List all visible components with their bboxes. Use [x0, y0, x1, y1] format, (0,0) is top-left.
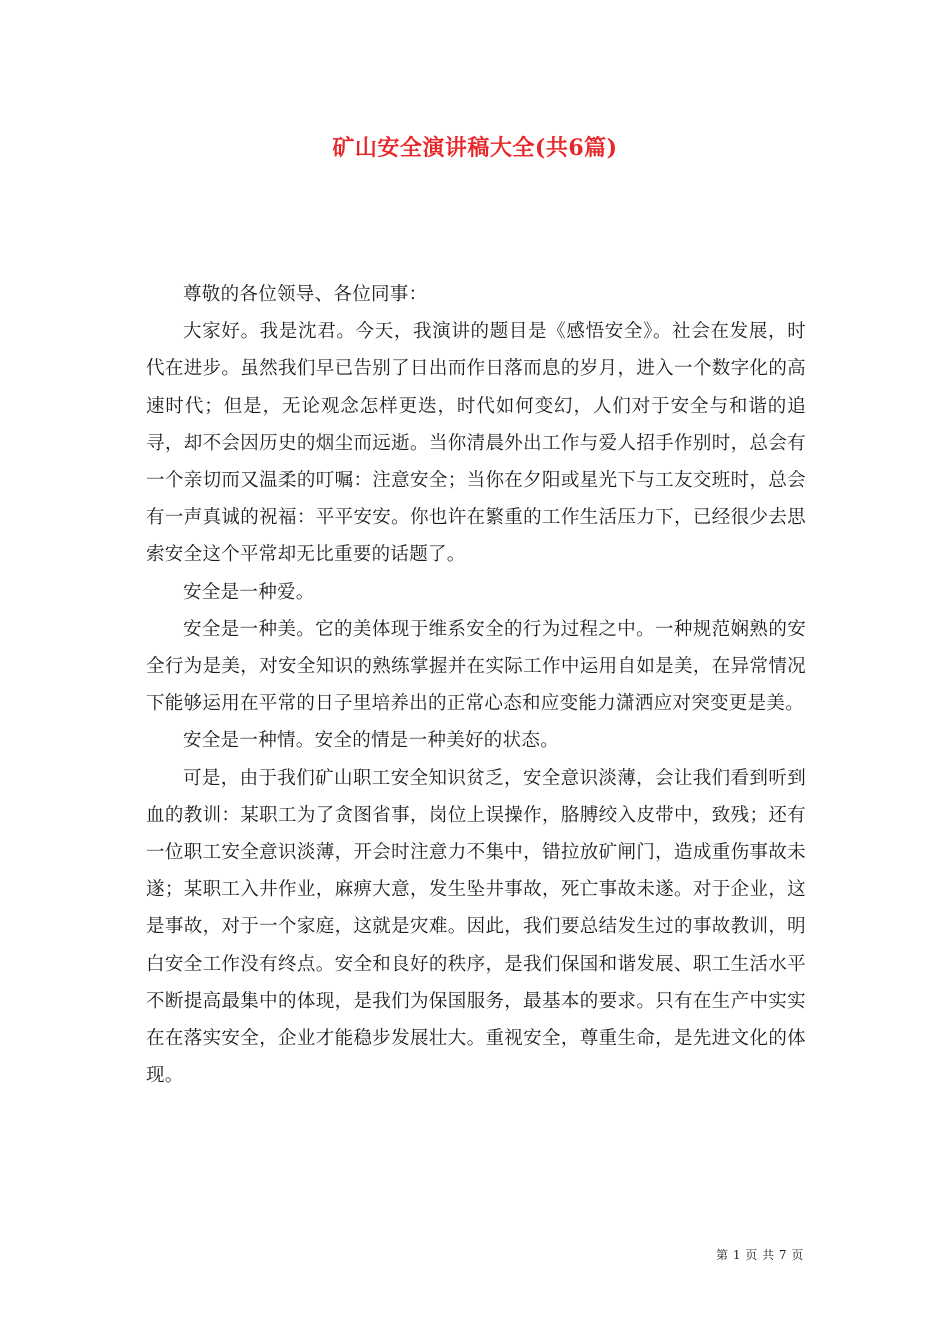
- document-body: [146, 276, 806, 1094]
- body-paragraph: 安全是一种美。它的美体现于维系安全的行为过程之中。一种规范娴熟的安全行为是美，对安全知识的熟练掌握并在实际工作中运用自如是美，在异常情况下能够运用在平常的日子里培养出的正常心态和应变能力潇洒应对突变更是美。: [146, 618, 806, 715]
- document-title: 矿山安全演讲稿大全(共6篇): [332, 135, 618, 161]
- body-paragraph: 安全是一种爱。: [183, 581, 315, 603]
- salutation-paragraph: 尊敬的各位领导、各位同事：: [183, 284, 428, 305]
- body-paragraph: 安全是一种情。安全的情是一种美好的状态。: [183, 730, 560, 752]
- body-paragraph: 大家好。我是沈君。今天，我演讲的题目是《感悟安全》。社会在发展，时代在进步。虽然我们早已告别了日出而作日落而息的岁月，进入一个数字化的高速时代；但是，无论观念怎样更迭，时代如何变幻，人们对于安全与和谐的追寻，却不会因历史的烟尘而远逝。当你清晨外出工作与爱人招手作别时，总会有一个亲切而又温柔的叮嘱：注意安全；当你在夕阳或星光下与工友交班时，总会有一声真诚的祝福：平平安安。你也许在繁重的工作生活压力下，已经很少去思索安全这个平常却无比重要的话题了。: [146, 321, 806, 566]
- page-number-footer: 第 1 页 共 7 页: [716, 1248, 804, 1262]
- body-paragraph: 可是，由于我们矿山职工安全知识贫乏，安全意识淡薄，会让我们看到听到血的教训：某职工为了贪图省事，岗位上误操作，胳膊绞入皮带中，致残；还有一位职工安全意识淡薄，开会时注意力不集中，错拉放矿闸门，造成重伤事故未遂；某职工入井作业，麻痹大意，发生坠井事故，死亡事故未遂。对于企业，这是事故，对于一个家庭，这就是灾难。因此，我们要总结发生过的事故教训，明白安全工作没有终点。安全和良好的秩序，是我们保国和谐发展、职工生活水平不断提高最集中的体现，是我们为保国服务，最基本的要求。只有在生产中实实在在落实安全，企业才能稳步发展壮大。重视安全，尊重生命，是先进文化的体现。: [146, 767, 806, 1087]
